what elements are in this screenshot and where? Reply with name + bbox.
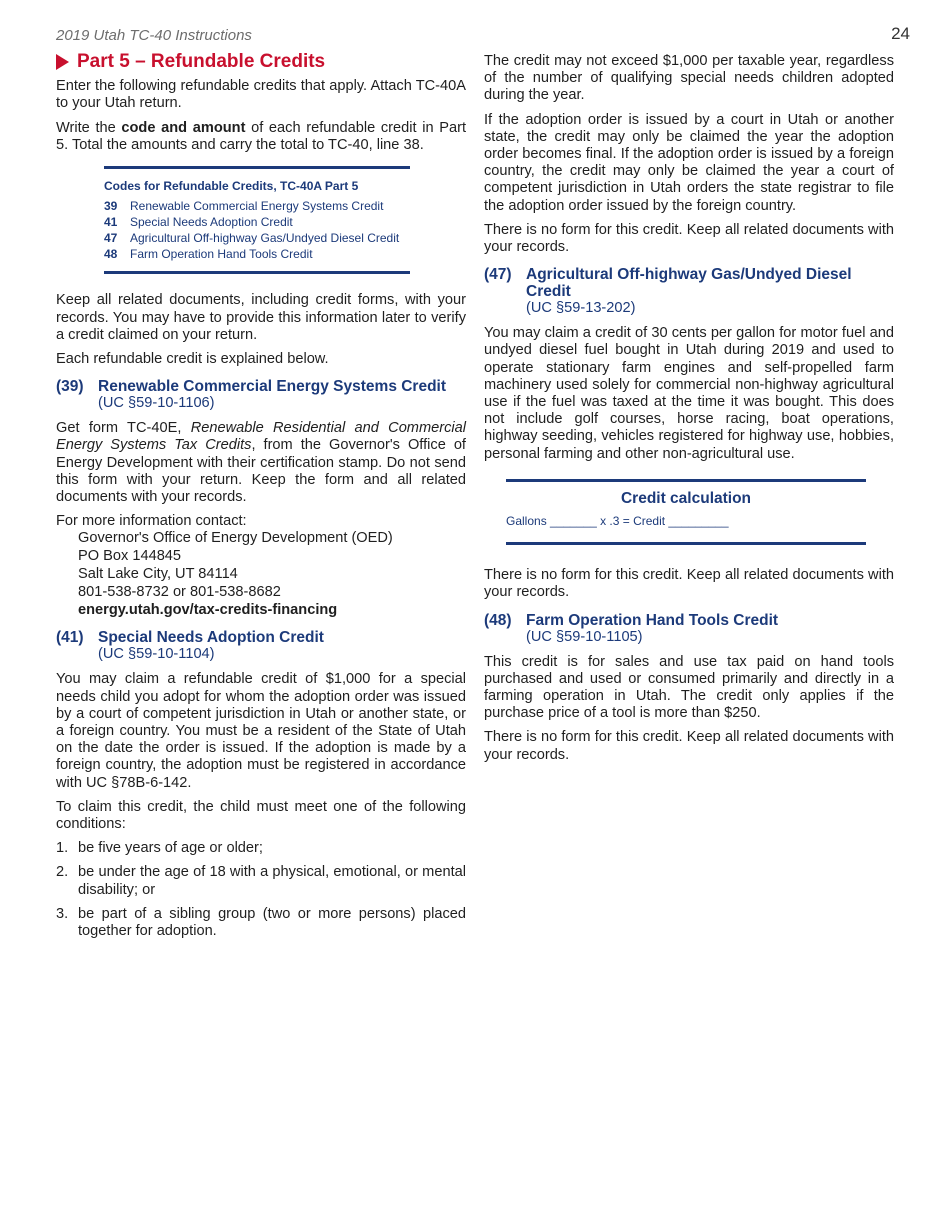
document-header-title: 2019 Utah TC-40 Instructions: [56, 27, 252, 44]
left-column: [56, 53, 466, 947]
code-row: [104, 199, 410, 215]
contact-block: [78, 530, 466, 619]
section-48-body: This credit is for sales and use tax paid on hand tools purchased and used or consumed primarily and directly in a farming operation in Utah. The credit only applies if the purchase price of a tool is more than $250.: [484, 653, 894, 722]
intro-p2-post: of each refundable credit in Part 5. Total the amounts and carry the total to TC-40, line 38.: [56, 119, 467, 153]
conditions-list: [56, 840, 466, 940]
section-39-form-title: Renewable Residential and Commercial Energy Systems Tax Credits: [56, 420, 466, 454]
credit-calculation-box: [506, 479, 866, 545]
code-number: 39: [104, 199, 118, 214]
code-row: [104, 231, 410, 247]
list-item-number: 1.: [56, 840, 69, 857]
section-39-body-pre: Get form TC-40E,: [56, 420, 191, 437]
section-41-conditions-intro: To claim this credit, the child must meet one of the following conditions:: [56, 798, 466, 833]
code-number: 48: [104, 246, 118, 261]
section-48-uc: (UC §59-10-1105): [526, 628, 643, 645]
contact-phone: 801-538-8732 or 801-538-8682: [78, 583, 281, 600]
part-title: [56, 53, 466, 70]
page-number: 24: [891, 24, 910, 43]
right-column: [484, 53, 894, 771]
code-label: Special Needs Adoption Credit: [130, 215, 293, 230]
code-row: [104, 247, 410, 263]
section-41-no-form: There is no form for this credit. Keep all related documents with your records.: [484, 221, 894, 256]
section-47-uc: (UC §59-13-202): [526, 300, 636, 317]
list-item-text: be part of a sibling group (two or more persons) placed together for adoption.: [78, 905, 466, 940]
section-39-body-post: , from the Governor's Office of Energy Development with their certification stamp. Do not send this form with your return. Keep the form and all related documents with your records.: [56, 437, 466, 506]
intro-paragraph-1: Enter the following refundable credits that apply. Attach TC-40A to your Utah return.: [56, 78, 466, 112]
section-47-body: You may claim a credit of 30 cents per gallon for motor fuel and undyed diesel fuel bought in Utah during 2019 and used to operate stationary farm engines and self-propelled farm machinery used solely for commercial non-highway agricultural use if the fuel was taxed at the time it was bought. This does not include golf courses, horse racing, boat operations, highway seeding, vehicles registered for highway use, hobbies, personal farming and other non-agricultural use.: [484, 325, 894, 462]
code-number: 41: [104, 215, 118, 230]
contact-website-link[interactable]: energy.utah.gov/tax-credits-financing: [78, 601, 338, 618]
contact-line: PO Box 144845: [78, 548, 182, 565]
section-48-number: (48): [484, 611, 512, 629]
credit-calculation-title: Credit calculation: [620, 489, 752, 507]
list-item-number: 3.: [56, 905, 69, 922]
codes-box: [104, 166, 410, 274]
section-39-title: Renewable Commercial Energy Systems Credit: [98, 378, 447, 396]
section-41-title: Special Needs Adoption Credit: [98, 629, 324, 647]
section-41-body: You may claim a refundable credit of $1,000 for a special needs child you adopt for whom the adoption order was issued by a court of competent jurisdiction in Utah or another state, or a foreign country. You must be a resident of the State of Utah on the date the order is issued. If the adoption is made by a foreign country, the adoption must be registered in accordance with UC §78B-6-142.: [56, 671, 466, 791]
section-48-title: Farm Operation Hand Tools Credit: [526, 611, 779, 629]
explained-paragraph: Each refundable credit is explained below.: [56, 351, 329, 368]
code-row: [104, 215, 410, 231]
section-39-body: [56, 420, 466, 506]
triangle-bullet-icon: [56, 54, 69, 70]
section-41-heading: [56, 629, 466, 663]
intro-p2-pre: Write the: [56, 119, 122, 136]
list-item-text: be five years of age or older;: [78, 840, 263, 857]
section-47-number: (47): [484, 266, 512, 284]
code-label: Farm Operation Hand Tools Credit: [130, 246, 313, 261]
section-39-number: (39): [56, 378, 84, 396]
part-title-text: Part 5 – Refundable Credits: [77, 51, 326, 72]
intro-p2-bold: code and amount: [121, 119, 246, 136]
contact-intro: For more information contact:: [56, 513, 247, 530]
list-item: [56, 864, 466, 898]
list-item: [56, 840, 466, 857]
list-item-text: be under the age of 18 with a physical, emotional, or mental disability; or: [78, 864, 466, 898]
contact-line: Governor's Office of Energy Development (OED): [78, 530, 393, 547]
section-41-limit: The credit may not exceed $1,000 per taxable year, regardless of the number of qualifying special needs children adopted during the year.: [484, 53, 894, 104]
section-39-uc: (UC §59-10-1106): [98, 395, 215, 412]
section-48-heading: [484, 612, 894, 646]
code-label: Agricultural Off-highway Gas/Undyed Diesel Credit: [130, 230, 400, 245]
section-47-title: Agricultural Off-highway Gas/Undyed Diesel Credit: [526, 266, 852, 301]
section-39-heading: [56, 378, 466, 412]
code-number: 47: [104, 230, 118, 245]
intro-paragraph-2: [56, 120, 466, 154]
credit-calculation-line: Gallons _______ x .3 = Credit _________: [506, 514, 729, 529]
list-item: [56, 906, 466, 940]
keep-records-paragraph: Keep all related documents, including credit forms, with your records. You may have to provide this information later to verify a credit claimed on your return.: [56, 292, 466, 343]
list-item-number: 2.: [56, 864, 69, 881]
codes-box-title: Codes for Refundable Credits, TC-40A Part 5: [104, 179, 359, 194]
section-41-court: If the adoption order is issued by a court in Utah or another state, the credit may only be claimed the year the adoption order becomes final. If the adoption order is issued by a foreign country, the credit may only be claimed the year a court of competent jurisdiction in Utah orders the state registrar to file the adoption order issued by the foreign country.: [484, 111, 894, 214]
contact-line: Salt Lake City, UT 84114: [78, 566, 238, 583]
section-41-uc: (UC §59-10-1104): [98, 646, 215, 663]
section-47-no-form: There is no form for this credit. Keep all related documents with your records.: [484, 567, 894, 601]
section-41-number: (41): [56, 629, 84, 647]
section-47-heading: [484, 266, 894, 317]
section-48-no-form: There is no form for this credit. Keep all related documents with your records.: [484, 729, 894, 763]
code-label: Renewable Commercial Energy Systems Credit: [130, 199, 384, 214]
